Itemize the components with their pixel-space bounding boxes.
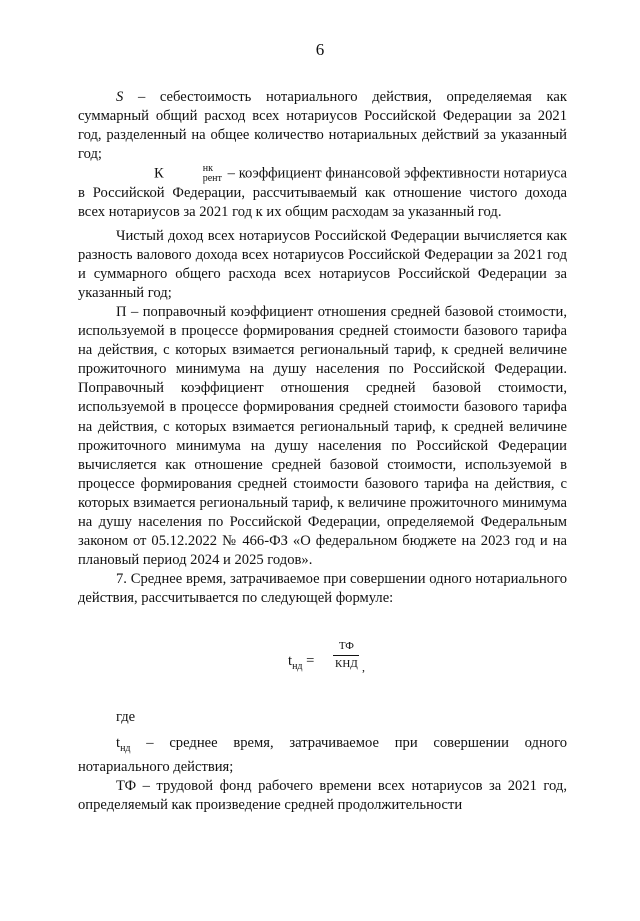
paragraph-average-time: 7. Среднее время, затрачиваемое при совершении одного нотариального действия, рассчитывается по следующей формуле: [78, 571, 567, 607]
paragraph-text: – коэффициент финансовой эффективности нотариуса в Российской Федерации, рассчитываемый как отношение чистого дохода всех нотариусов за 2021 год к их общим расходам за указанный год. [78, 165, 567, 221]
definition-tf: ТФ – трудовой фонд рабочего времени всех нотариусов за 2021 год, определяемый как произведение средней продолжительности [78, 777, 567, 813]
formula-fraction [333, 640, 360, 671]
document-body [78, 88, 567, 815]
formula-lhs-sub: нд [292, 661, 303, 673]
fraction-bar [333, 655, 359, 656]
paragraph-net-income: Чистый доход всех нотариусов Российской Федерации вычисляется как разность валового дохода всех нотариусов Российской Федерации за 2021 год и суммарного общего расхода всех нотариусов Российской Федерации за указанный год; [78, 227, 567, 301]
symbol-s: S [116, 89, 124, 105]
page-number: 6 [315, 40, 325, 59]
paragraph-cost-definition [78, 88, 567, 164]
formula-lhs [288, 652, 314, 676]
formula-denominator: КНД [335, 658, 358, 671]
formula [78, 640, 567, 682]
symbol-tnd-main: t [116, 734, 121, 751]
formula-equals: = [302, 653, 315, 670]
where-label: где [116, 709, 136, 726]
symbol-k-sup: нк [202, 163, 213, 175]
symbol-k-sub: рент [202, 173, 222, 185]
formula-comma: , [362, 660, 365, 675]
symbol-tnd-sub: нд [120, 742, 131, 754]
symbol-k-main: К [154, 165, 164, 182]
formula-numerator: ТФ [338, 640, 354, 653]
definition-tnd [78, 734, 567, 777]
paragraph-text: – себестоимость нотариального действия, определяемая как суммарный общий расход всех нотариусов Российской Федерации за 2021 год, разделенный на общее количество нотариальных действий за указанный год; [78, 89, 567, 163]
formula-lhs-main: t [288, 653, 293, 670]
symbol-k-rent [116, 164, 224, 184]
definition-text: – среднее время, затрачиваемое при совершении одного нотариального действия; [78, 734, 567, 775]
paragraph-correction-coefficient: П – поправочный коэффициент отношения средней базовой стоимости, используемой в процессе формирования средней стоимости базового тарифа на действия, с которых взимается региональный тариф, к средней величине прожиточного минимума на душу населения по Российской Федерации. Поправочный коэффициент отношения средней базовой стоимости, используемой в процессе формирования средней стоимости базового тарифа на действия, с которых взимается региональный тариф, к средней величине прожиточного минимума на душу населения по Российской Федерации вычисляется как отношение средней базовой стоимости, используемой в процессе формирования средней стоимости базового тарифа на действия, с которых взимается региональный тариф, к величине прожиточного минимума на душу населения по Российской Федерации, определяемой Федеральным законом от 05.12.2022 № 466-ФЗ «О федеральном бюджете на 2023 год и на плановый период 2024 и 2025 годов». [78, 303, 567, 569]
paragraph-coefficient-definition [78, 164, 567, 222]
